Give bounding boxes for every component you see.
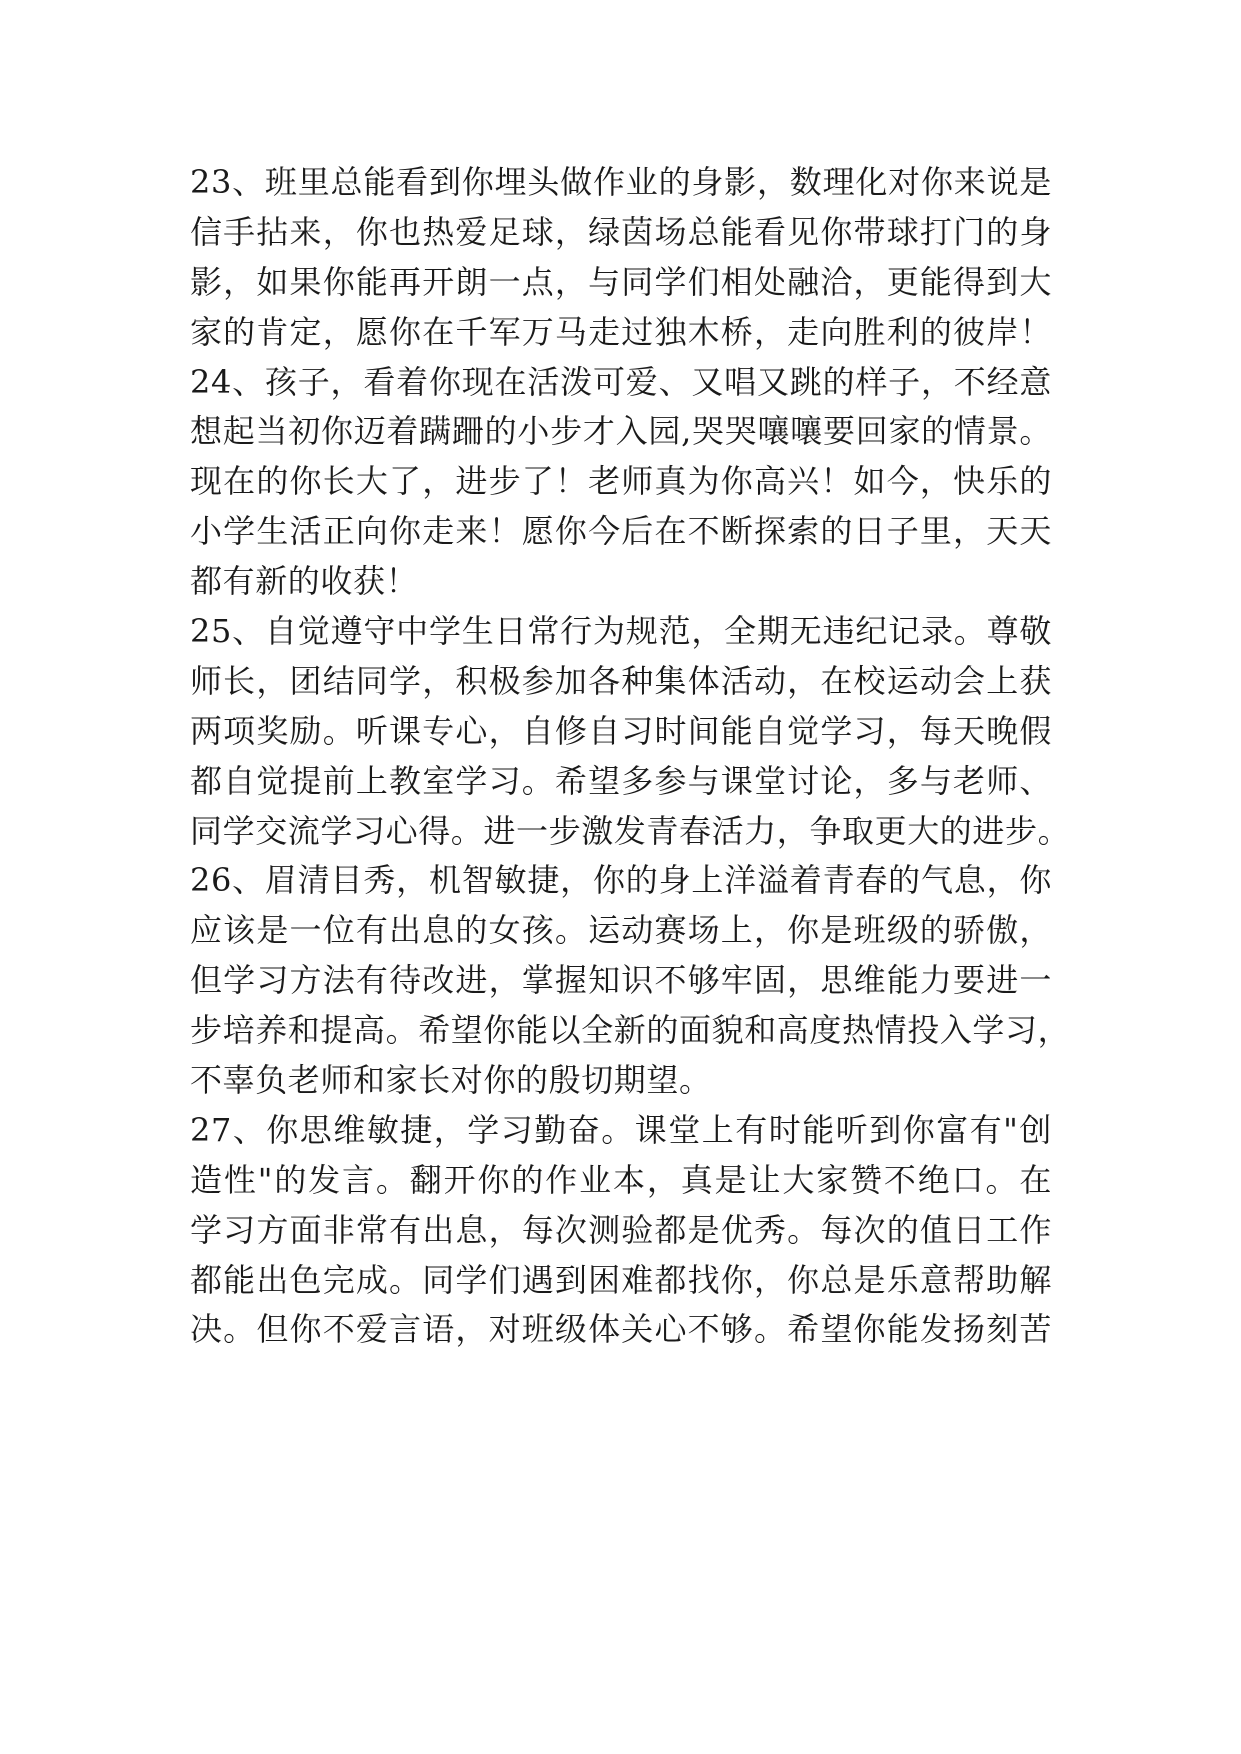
text-line: 应该是一位有出息的女孩。运动赛场上，你是班级的骄傲， <box>190 911 1052 950</box>
text-line: 影，如果你能再开朗一点，与同学们相处融洽，更能得到大 <box>190 262 1052 301</box>
text-line: 师长，团结同学，积极参加各种集体活动，在校运动会上获 <box>190 661 1052 700</box>
text-line: 都有新的收获！ <box>190 562 419 601</box>
text-line: 步培养和提高。希望你能以全新的面貌和高度热情投入学习， <box>190 1011 1071 1050</box>
paragraph-26 <box>190 856 1071 1105</box>
paragraph-23 <box>190 158 1052 358</box>
document-body <box>190 158 1071 1355</box>
text-line: 不辜负老师和家长对你的殷切期望。 <box>190 1061 712 1100</box>
text-line: 两项奖励。听课专心，自修自习时间能自觉学习，每天晚假 <box>190 711 1052 750</box>
text-line: 都自觉提前上教室学习。希望多参与课堂讨论，多与老师、 <box>190 761 1052 800</box>
text-line: 想起当初你迈着蹒跚的小步才入园,哭哭嚷嚷要回家的情景。 <box>190 412 1052 451</box>
paragraph-27 <box>190 1106 1052 1355</box>
paragraph-24 <box>190 358 1052 607</box>
text-line: 小学生活正向你走来！愿你今后在不断探索的日子里，天天 <box>190 512 1052 551</box>
text-line: 24、孩子，看着你现在活泼可爱、又唱又跳的样子，不经意 <box>190 362 1052 401</box>
text-line: 学习方面非常有出息，每次测验都是优秀。每次的值日工作 <box>190 1210 1052 1249</box>
text-line: 决。但你不爱言语，对班级体关心不够。希望你能发扬刻苦 <box>190 1310 1052 1349</box>
text-line: 27、你思维敏捷，学习勤奋。课堂上有时能听到你富有"创 <box>190 1110 1052 1149</box>
text-line: 造性"的发言。翻开你的作业本，真是让大家赞不绝口。在 <box>190 1160 1052 1199</box>
text-line: 同学交流学习心得。进一步激发青春活力，争取更大的进步。 <box>190 811 1071 850</box>
text-line: 26、眉清目秀，机智敏捷，你的身上洋溢着青春的气息，你 <box>190 861 1052 900</box>
text-line: 家的肯定，愿你在千军万马走过独木桥，走向胜利的彼岸！ <box>190 312 1052 351</box>
text-line: 信手拈来，你也热爱足球，绿茵场总能看见你带球打门的身 <box>190 212 1052 251</box>
text-line: 都能出色完成。同学们遇到困难都找你，你总是乐意帮助解 <box>190 1260 1052 1299</box>
text-line: 23、班里总能看到你埋头做作业的身影，数理化对你来说是 <box>190 163 1052 201</box>
text-line: 现在的你长大了，进步了！老师真为你高兴！如今，快乐的 <box>190 462 1052 501</box>
text-line: 但学习方法有待改进，掌握知识不够牢固，思维能力要进一 <box>190 961 1052 1000</box>
paragraph-25 <box>190 607 1071 856</box>
text-line: 25、自觉遵守中学生日常行为规范，全期无违纪记录。尊敬 <box>190 612 1052 651</box>
